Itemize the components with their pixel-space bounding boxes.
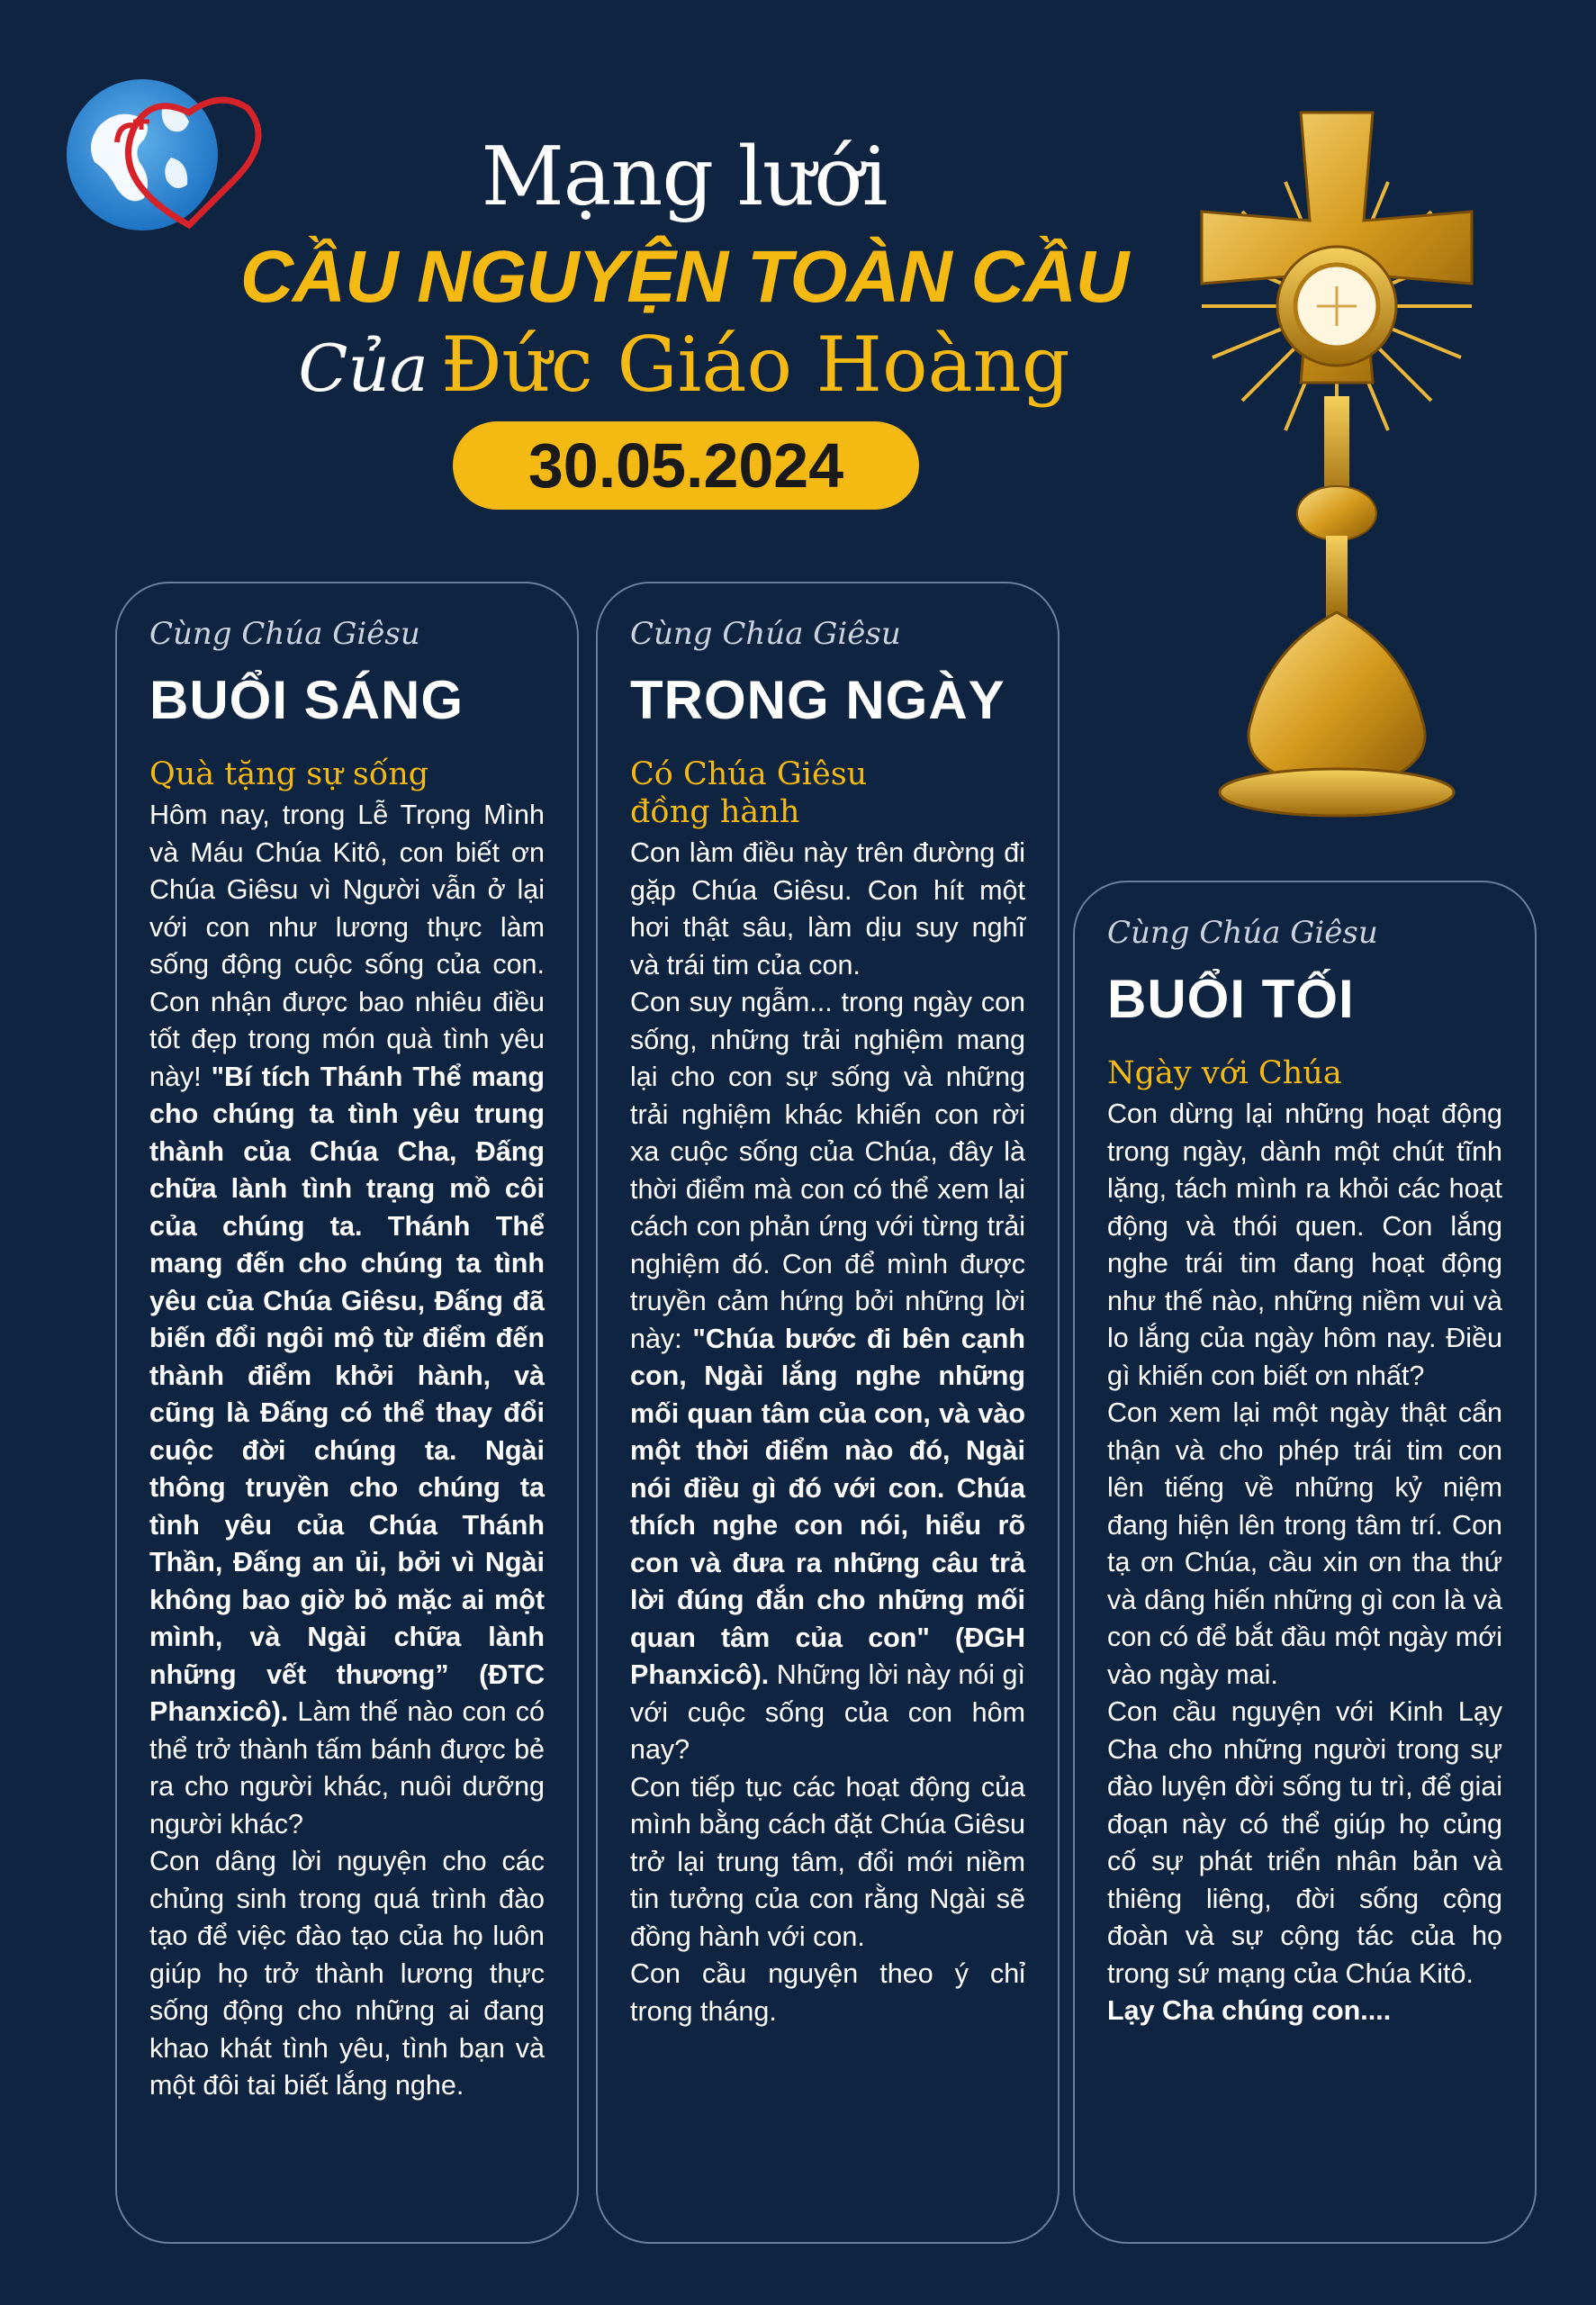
paragraph: Con tiếp tục các hoạt động của mình bằng cách đặt Chúa Giêsu trở lại trung tâm, đổi mới niềm tin tưởng của con rằng Ngài sẽ đồng hành với con. xyxy=(630,1771,1025,1952)
paragraph: Con dừng lại những hoạt động trong ngày, dành một chút tĩnh lặng, tách mình ra khỏi các hoạt động và thói quen. Con lắng nghe trái tim đang hoạt động như thế nào, những niềm vui và lo lắng của ngày hôm nay. Điều gì khiến con biết ơn nhất? xyxy=(1107,1098,1502,1391)
card-heading: BUỔI TỐI xyxy=(1107,969,1355,1029)
title-line-2: CẦU NGUYỆN TOÀN CẦU xyxy=(239,235,1129,318)
card-morning xyxy=(115,582,579,2244)
paragraph: Con dâng lời nguyện cho các chủng sinh trong quá trình đào tạo để việc đào tạo của họ luôn giúp họ trở thành lương thực sống động cho những ai đang khao khát tình yêu, tình bạn và một đôi tai biết lắng nghe. xyxy=(149,1846,545,2101)
title-line-1: Mạng lưới xyxy=(481,130,888,224)
text-normal: Làm thế nào con có thể trở thành tấm bánh được bẻ ra cho người khác, nuôi dưỡng người khác? xyxy=(149,1696,545,1839)
text-normal: Con suy ngẫm... trong ngày con sống, những trải nghiệm mang lại cho con sự sống và những trải nghiệm khác khiến con rời xa cuộc sống của Chúa, đây là thời điểm mà con có thể xem lại cách con phản ứng với từng trải nghiệm đó. Con để mình được truyền cảm hứng bởi những lời này: xyxy=(630,987,1025,1354)
card-heading: TRONG NGÀY xyxy=(630,670,1005,730)
paragraph: Con cầu nguyện với Kinh Lạy Cha cho những người trong sự đào luyện đời sống tu trì, để giai đoạn này có thể giúp họ củng cố sự phát triển nhân bản và thiêng liêng, đời sống cộng đoàn và sự cộng tác của họ trong sứ mạng của Chúa Kitô. xyxy=(1107,1696,1502,1989)
card-daytime xyxy=(596,582,1059,2244)
text-quote-bold: "Bí tích Thánh Thể mang cho chúng ta tình yêu trung thành của Chúa Cha, Đấng chữa lành tình trạng mồ côi của chúng ta. Thánh Thể mang đến cho chúng ta tình yêu của Chúa Giêsu, Đấng đã biến đổi ngôi mộ từ điểm đến thành điểm khởi hành, và cũng là Đấng có thể thay đổi cuộc đời chúng ta. Ngài thông truyền cho chúng ta tình yêu của Chúa Thánh Thần, Đấng an ủi, bởi vì Ngài không bao giờ bỏ mặc ai một mình, và Ngài chữa lành những vết thương” (ĐTC Phanxicô). xyxy=(149,1061,545,1727)
card-subheading: Quà tặng sự sống xyxy=(149,756,429,792)
card-body xyxy=(630,835,1025,2030)
card-heading: BUỔI SÁNG xyxy=(149,670,464,730)
card-kicker: Cùng Chúa Giêsu xyxy=(1107,915,1378,951)
subheading-line: Có Chúa Giêsu xyxy=(630,756,868,792)
date-badge: 30.05.2024 xyxy=(453,421,919,510)
title-line-3 xyxy=(234,320,1134,409)
text-quote-bold: "Chúa bước đi bên cạnh con, Ngài lắng nghe những mối quan tâm của con, và vào một thời điểm nào đó, Ngài nói điều gì đó với con. Chúa thích nghe con nói, hiểu rõ con và đưa ra những câu trả lời đúng đắn cho những mối quan tâm của con" (ĐGH Phanxicô). xyxy=(630,1323,1025,1690)
paragraph: Con làm điều này trên đường đi gặp Chúa Giêsu. Con hít một hơi thật sâu, làm dịu suy nghĩ và trái tim của con. xyxy=(630,837,1025,981)
card-subheading: Ngày với Chúa xyxy=(1107,1055,1342,1091)
card-kicker: Cùng Chúa Giêsu xyxy=(149,616,420,652)
title-duc-giao-hoang: Đức Giáo Hoàng xyxy=(440,320,1070,409)
text-normal: Những lời này nói gì với cuộc sống của con hôm nay? xyxy=(630,1659,1025,1765)
paragraph: Con cầu nguyện theo ý chỉ trong tháng. xyxy=(630,1958,1025,2027)
subheading-line: đồng hành xyxy=(630,794,800,830)
title-cua: Của xyxy=(298,330,428,406)
card-body xyxy=(149,797,545,2105)
card-kicker: Cùng Chúa Giêsu xyxy=(630,616,901,652)
card-subheading xyxy=(630,755,1025,831)
closing-prayer: Lạy Cha chúng con.... xyxy=(1107,1995,1392,2026)
text-normal: Hôm nay, trong Lễ Trọng Mình và Máu Chúa Kitô, con biết ơn Chúa Giêsu vì Người vẫn ở lại với con như lương thực làm sống động cuộc sống của con. Con nhận được bao nhiêu điều tốt đẹp trong món quà tình yêu này! xyxy=(149,800,545,1092)
paragraph xyxy=(630,984,1025,1769)
paragraph xyxy=(149,797,545,1843)
card-evening xyxy=(1073,881,1537,2244)
paragraph: Con xem lại một ngày thật cẩn thận và cho phép trái tim con lên tiếng về những kỷ niệm đang hiện lên trong tâm trí. Con tạ ơn Chúa, cầu xin ơn tha thứ và dâng hiến những gì con là và con có để bắt đầu một ngày mới vào ngày mai. xyxy=(1107,1397,1502,1690)
monstrance-icon xyxy=(1134,108,1539,828)
title-block xyxy=(234,130,1134,409)
card-body xyxy=(1107,1096,1502,2030)
